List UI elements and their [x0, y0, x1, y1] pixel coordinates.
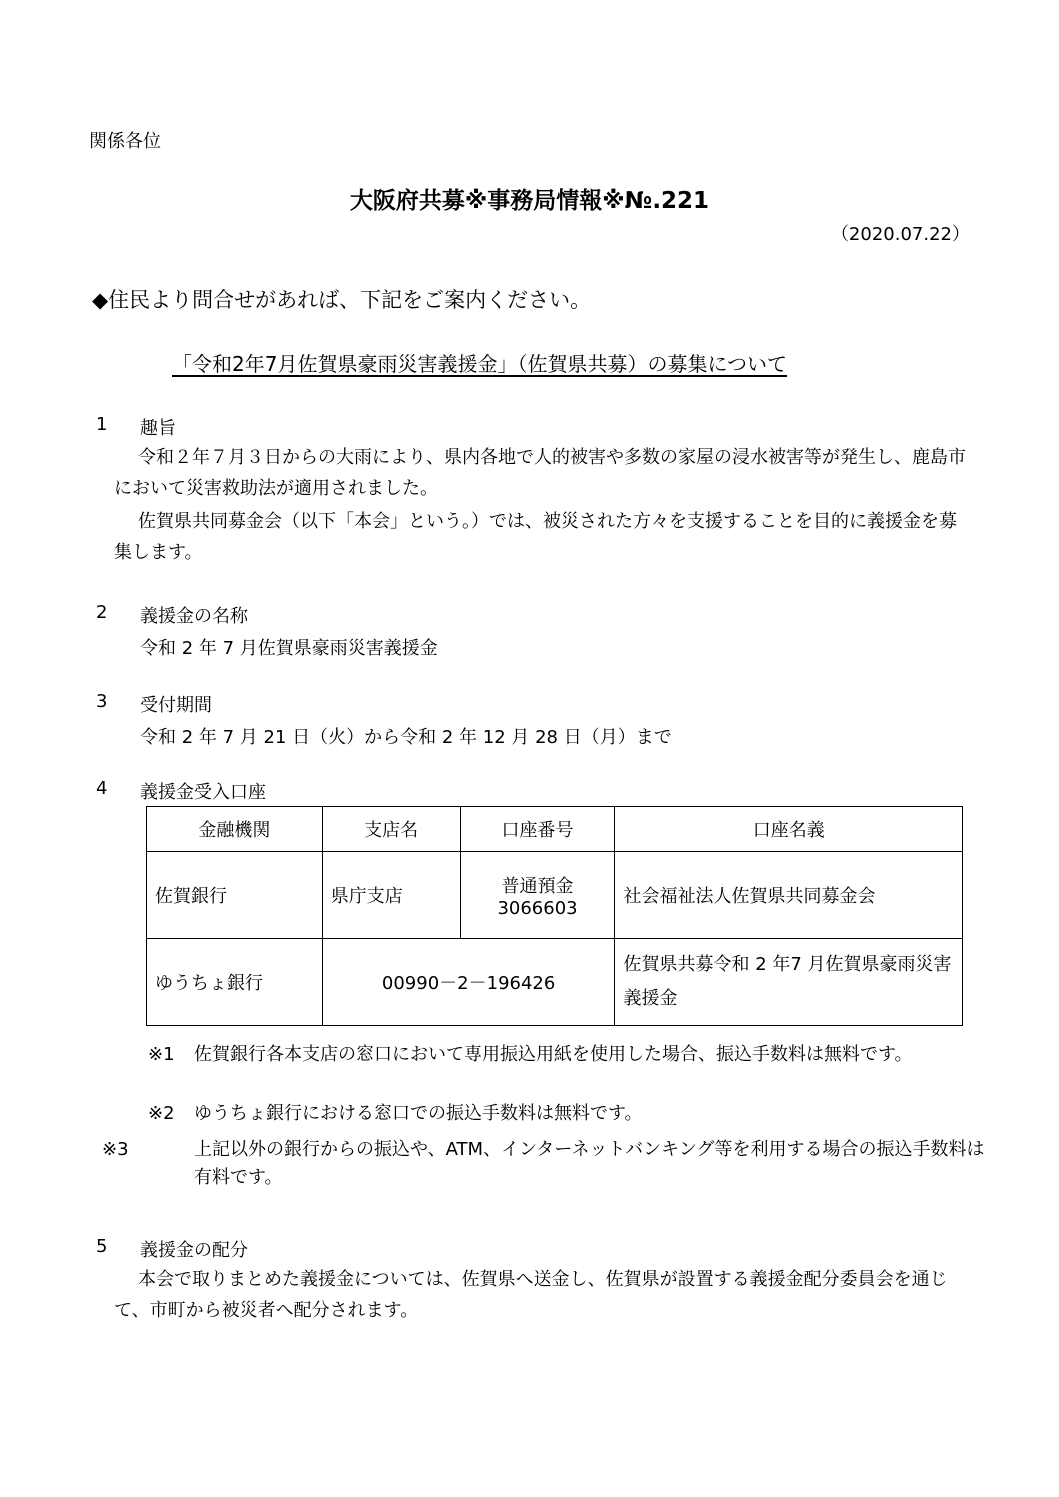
subject-heading: 「令和2年7月佐賀県豪雨災害義援金」（佐賀県共募）の募集について: [172, 352, 788, 376]
section-3-body: 令和 2 年 7 月 21 日（火）から令和 2 年 12 月 28 日（月）まで: [140, 727, 672, 748]
row1-branch: 県庁支店: [322, 852, 460, 939]
row1-bank: 佐賀銀行: [147, 852, 323, 939]
section-2-number: 2: [96, 602, 108, 623]
row1-account-type: 普通預金: [501, 875, 574, 897]
section-5-heading: 義援金の配分: [140, 1240, 248, 1261]
table-row: [147, 939, 963, 1026]
header-account-holder: 口座名義: [615, 807, 963, 852]
section-1-number: 1: [96, 414, 108, 435]
row1-account: [460, 852, 615, 939]
note-2: [148, 1100, 990, 1128]
row1-holder: 社会福祉法人佐賀県共同募金会: [615, 852, 963, 939]
section-5-number: 5: [96, 1236, 108, 1257]
row2-holder: 佐賀県共募令和 2 年7 月佐賀県豪雨災害義援金: [615, 939, 963, 1026]
section-3-heading: 受付期間: [140, 695, 212, 716]
section-5-paragraph: 本会で取りまとめた義援金については、佐賀県へ送金し、佐賀県が設置する義援金配分委員会を通じて、市町から被災者へ配分されます。: [114, 1269, 948, 1321]
section-2-heading: 義援金の名称: [140, 606, 248, 627]
section-4-heading: 義援金受入口座: [140, 782, 266, 803]
section-1-paragraph-1: 令和２年７月３日からの大雨により、県内各地で人的被害や多数の家屋の浸水被害等が発生し、鹿島市において災害救助法が適用されました。: [114, 447, 966, 499]
table-row: [147, 852, 963, 939]
note-1-mark: ※1: [148, 1044, 175, 1065]
note-2-text: ゆうちょ銀行における窓口での振込手数料は無料です。: [194, 1103, 643, 1124]
page-title: 大阪府共募※事務局情報※№.221: [349, 188, 710, 214]
addressee: 関係各位: [89, 131, 161, 152]
header-account-number: 口座番号: [460, 807, 615, 852]
row2-account-number: 00990－2－196426: [322, 939, 615, 1026]
section-1-heading: 趣旨: [140, 418, 176, 439]
note-1-text: 佐賀銀行各本支店の窓口において専用振込用紙を使用した場合、振込手数料は無料です。: [194, 1044, 913, 1065]
note-3-text: 上記以外の銀行からの振込や、ATM、インターネットバンキング等を利用する場合の振込手数料は有料です。: [194, 1139, 985, 1188]
row2-bank: ゆうちょ銀行: [147, 939, 323, 1026]
note-3-mark: ※3: [102, 1139, 129, 1160]
section-4-number: 4: [96, 778, 108, 799]
header-bank: 金融機関: [147, 807, 323, 852]
row1-account-number: 3066603: [497, 897, 578, 919]
section-1-paragraph-2: 佐賀県共同募金会（以下「本会」という。）では、被災された方々を支援することを目的に義援金を募集します。: [114, 511, 957, 563]
notice-line: ◆住民より問合せがあれば、下記をご案内ください。: [92, 288, 592, 312]
header-branch: 支店名: [322, 807, 460, 852]
table-header-row: [147, 807, 963, 852]
note-1: [148, 1041, 990, 1069]
note-2-mark: ※2: [148, 1103, 175, 1124]
account-table: [146, 806, 963, 1026]
note-3: [102, 1136, 994, 1192]
section-2-body: 令和 2 年 7 月佐賀県豪雨災害義援金: [140, 638, 438, 659]
section-3-number: 3: [96, 691, 108, 712]
issue-date: （2020.07.22）: [830, 224, 970, 245]
